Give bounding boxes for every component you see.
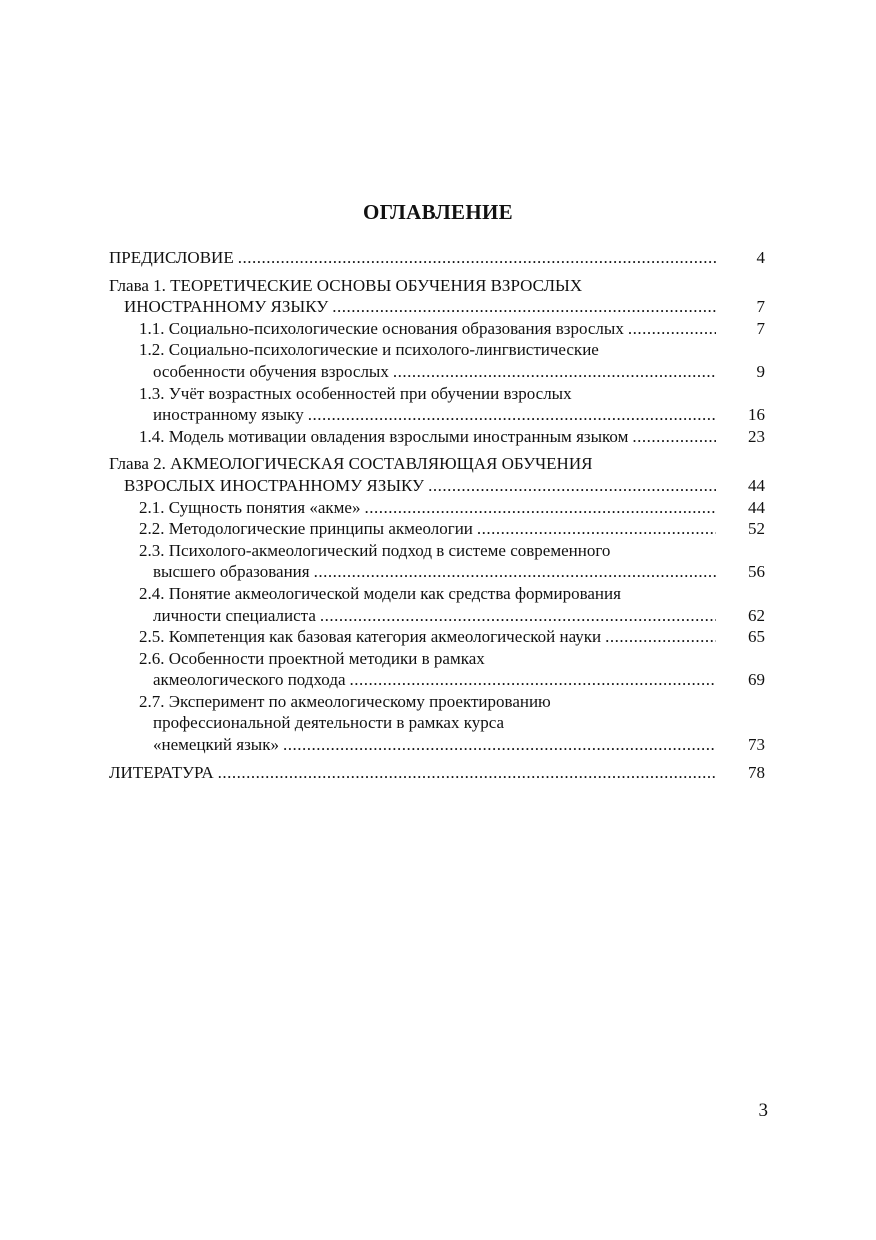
toc-page-number: 7: [756, 297, 765, 317]
toc-page-number: 78: [748, 762, 765, 782]
toc-entry-section-2-5: [109, 626, 765, 648]
toc-entry-section-2-7: [109, 691, 765, 756]
dot-leader: [350, 669, 716, 691]
dot-leader: [393, 361, 716, 383]
dot-leader: [605, 626, 716, 648]
toc-entry-title-cont: профессиональной деятельности в рамках курса: [153, 713, 505, 733]
page-number: 3: [758, 1100, 768, 1121]
toc-entry-section-1-2: [109, 339, 765, 382]
toc-entry-title: 1.1. Социально-психологические основания образования взрослых: [139, 318, 624, 338]
toc-page-number: 69: [748, 670, 765, 690]
dot-leader: [364, 497, 716, 519]
toc-entry-title-cont: акмеологического подхода: [153, 670, 346, 690]
toc-entry-title: Глава 1. ТЕОРЕТИЧЕСКИЕ ОСНОВЫ ОБУЧЕНИЯ ВЗРОСЛЫХ: [109, 275, 583, 295]
toc-entry-section-2-2: [109, 518, 765, 540]
toc-page-number: 44: [748, 497, 765, 517]
toc-entry-chapter-2: [109, 453, 765, 496]
toc-entry-section-1-1: [109, 318, 765, 340]
toc-page-number: 4: [756, 248, 765, 267]
toc-page-number: 16: [748, 405, 765, 425]
page-title: ОГЛАВЛЕНИЕ: [363, 200, 513, 224]
toc-entry-title: Глава 2. АКМЕОЛОГИЧЕСКАЯ СОСТАВЛЯЮЩАЯ ОБУЧЕНИЯ: [109, 454, 593, 474]
toc-entry-title-cont: ИНОСТРАННОМУ ЯЗЫКУ: [124, 297, 329, 317]
toc-entry-title: ЛИТЕРАТУРА: [109, 762, 214, 782]
toc-entry-title-cont: высшего образования: [153, 562, 310, 582]
toc-page-number: 65: [748, 627, 765, 647]
toc-entry-title: 1.4. Модель мотивации овладения взрослыми иностранным языком: [139, 426, 629, 446]
toc-entry-section-2-3: [109, 540, 765, 583]
toc-page-number: 73: [748, 735, 765, 755]
toc-entry-title: 2.1. Сущность понятия «акме»: [139, 497, 361, 517]
dot-leader: [477, 518, 716, 540]
dot-leader: [332, 296, 716, 318]
dot-leader: [628, 318, 716, 340]
dot-leader: [283, 734, 716, 756]
toc-entry-section-2-4: [109, 583, 765, 626]
toc-page-number: 9: [756, 361, 765, 381]
toc-entry-section-1-4: [109, 426, 765, 448]
toc-entry-title-cont: особенности обучения взрослых: [153, 361, 389, 381]
toc-page-number: 52: [748, 519, 765, 539]
toc-page-number: 7: [756, 318, 765, 338]
dot-leader: [238, 247, 716, 269]
toc-page-number: 56: [748, 562, 765, 582]
dot-leader: [308, 404, 716, 426]
toc-entry-preface: [109, 247, 765, 269]
toc-entry-title: 2.3. Психолого-акмеологический подход в системе современного: [139, 540, 611, 560]
toc-entry-title: ПРЕДИСЛОВИЕ: [109, 248, 234, 267]
toc-entry-title: 2.6. Особенности проектной методики в рамках: [139, 648, 485, 668]
toc-entry-section-2-6: [109, 648, 765, 691]
toc-entry-title-cont: «немецкий язык»: [153, 735, 279, 755]
toc-page-number: 44: [748, 475, 765, 495]
dot-leader: [428, 475, 716, 497]
toc-entry-title: 1.2. Социально-психологические и психолого-лингвистические: [139, 340, 599, 360]
toc-page-number: 62: [748, 605, 765, 625]
toc-entry-section-2-1: [109, 497, 765, 519]
toc-entry-title: 2.2. Методологические принципы акмеологии: [139, 519, 473, 539]
toc-entry-title: 1.3. Учёт возрастных особенностей при обучении взрослых: [139, 383, 572, 403]
toc-page-number: 23: [748, 426, 765, 446]
toc-entry-references: [109, 762, 765, 784]
toc-entry-chapter-1: [109, 275, 765, 318]
toc-entry-title-cont: личности специалиста: [153, 605, 316, 625]
dot-leader: [218, 762, 716, 784]
toc-entry-title: 2.5. Компетенция как базовая категория акмеологической науки: [139, 627, 602, 647]
toc-entry-section-1-3: [109, 383, 765, 426]
toc-entry-title: 2.7. Эксперимент по акмеологическому проектированию: [139, 691, 551, 711]
dot-leader: [314, 561, 716, 583]
dot-leader: [320, 605, 716, 627]
toc-entry-title: 2.4. Понятие акмеологической модели как средства формирования: [139, 583, 621, 603]
table-of-contents: [109, 247, 765, 783]
toc-entry-title-cont: иностранному языку: [153, 405, 304, 425]
dot-leader: [632, 426, 716, 448]
toc-entry-title-cont: ВЗРОСЛЫХ ИНОСТРАННОМУ ЯЗЫКУ: [124, 475, 425, 495]
